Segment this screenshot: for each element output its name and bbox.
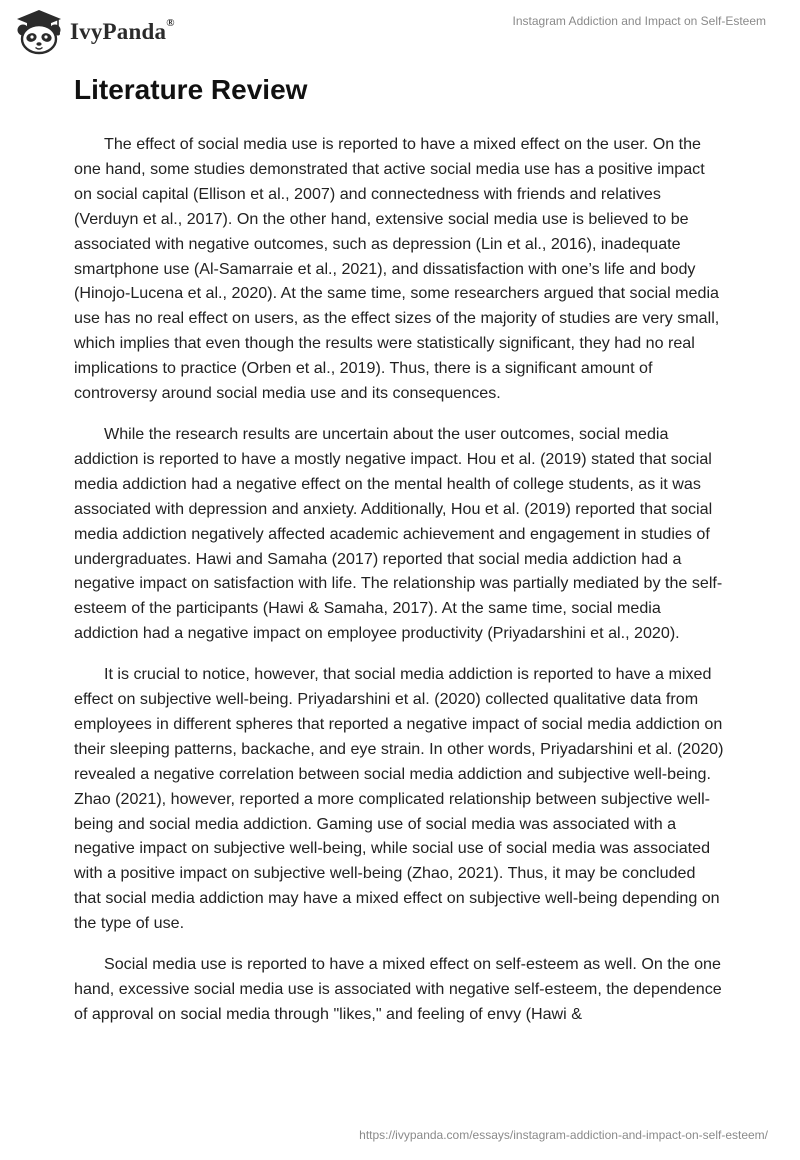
registered-mark: ®	[166, 17, 175, 29]
section-heading: Literature Review	[74, 74, 308, 105]
paragraph: Social media use is reported to have a mixed effect on self-esteem as well. On the one hand, excessive social media use is associated with negative self-esteem, the dependence of approval on social media through "likes," and feeling of envy (Hawi &	[74, 955, 722, 1023]
paragraph: The effect of social media use is reported to have a mixed effect on the user. On the one hand, some studies demonstrated that active social media use has a positive impact on social capital (Ellison et al., 2007) and connectedness with friends and relatives (Verduyn et al., 2017). On the other hand, extensive social media use is believed to be associated with negative outcomes, such as depression (Lin et al., 2016), inadequate smartphone use (Al-Samarraie et al., 2021), and dissatisfaction with one’s life and body (Hinojo-Lucena et al., 2020). At the same time, some researchers argued that social media use has no real effect on users, as the effect sizes of the majority of studies are very small, which implies that even though the results were statistically significant, they had no real implications to practice (Orben et al., 2019). Thus, there is a significant amount of controversy around social media use and its consequences.	[74, 135, 720, 403]
essay-body	[74, 132, 726, 1043]
brand-name	[70, 19, 175, 45]
page-header	[0, 0, 800, 60]
document-title: Instagram Addiction and Impact on Self-Esteem	[512, 14, 766, 28]
brand-name-text: IvyPanda	[70, 19, 167, 44]
ivypanda-logo[interactable]	[14, 8, 175, 56]
source-url-link[interactable]: https://ivypanda.com/essays/instagram-addiction-and-impact-on-self-esteem/	[359, 1128, 768, 1142]
paragraph: While the research results are uncertain about the user outcomes, social media addiction is reported to have a mostly negative impact. Hou et al. (2019) stated that social media addiction had a negative effect on the mental health of college students, as it was associated with depression and anxiety. Additionally, Hou et al. (2019) reported that social media addiction negatively affected academic achievement and engagement in studies of undergraduates. Hawi and Samaha (2017) reported that social media addiction had a negative impact on satisfaction with life. The relationship was partially mediated by the self-esteem of the participants (Hawi & Samaha, 2017). At the same time, social media addiction had a negative impact on employee productivity (Priyadarshini et al., 2020).	[74, 424, 723, 643]
panda-graduate-icon	[14, 8, 64, 56]
paragraph: It is crucial to notice, however, that social media addiction is reported to have a mixed effect on subjective well-being. Priyadarshini et al. (2020) collected qualitative data from employees in different spheres that reported a negative impact of social media addiction on their sleeping patterns, backache, and eye strain. In other words, Priyadarshini et al. (2020) revealed a negative correlation between social media addiction and subjective well-being. Zhao (2021), however, reported a more complicated relationship between subjective well-being and social media addiction. Gaming use of social media was associated with a negative impact on subjective well-being, while social use of social media was associated with a positive impact on subjective well-being (Zhao, 2021). Thus, it may be concluded that social media addiction may have a mixed effect on subjective well-being depending on the type of use.	[74, 665, 724, 933]
